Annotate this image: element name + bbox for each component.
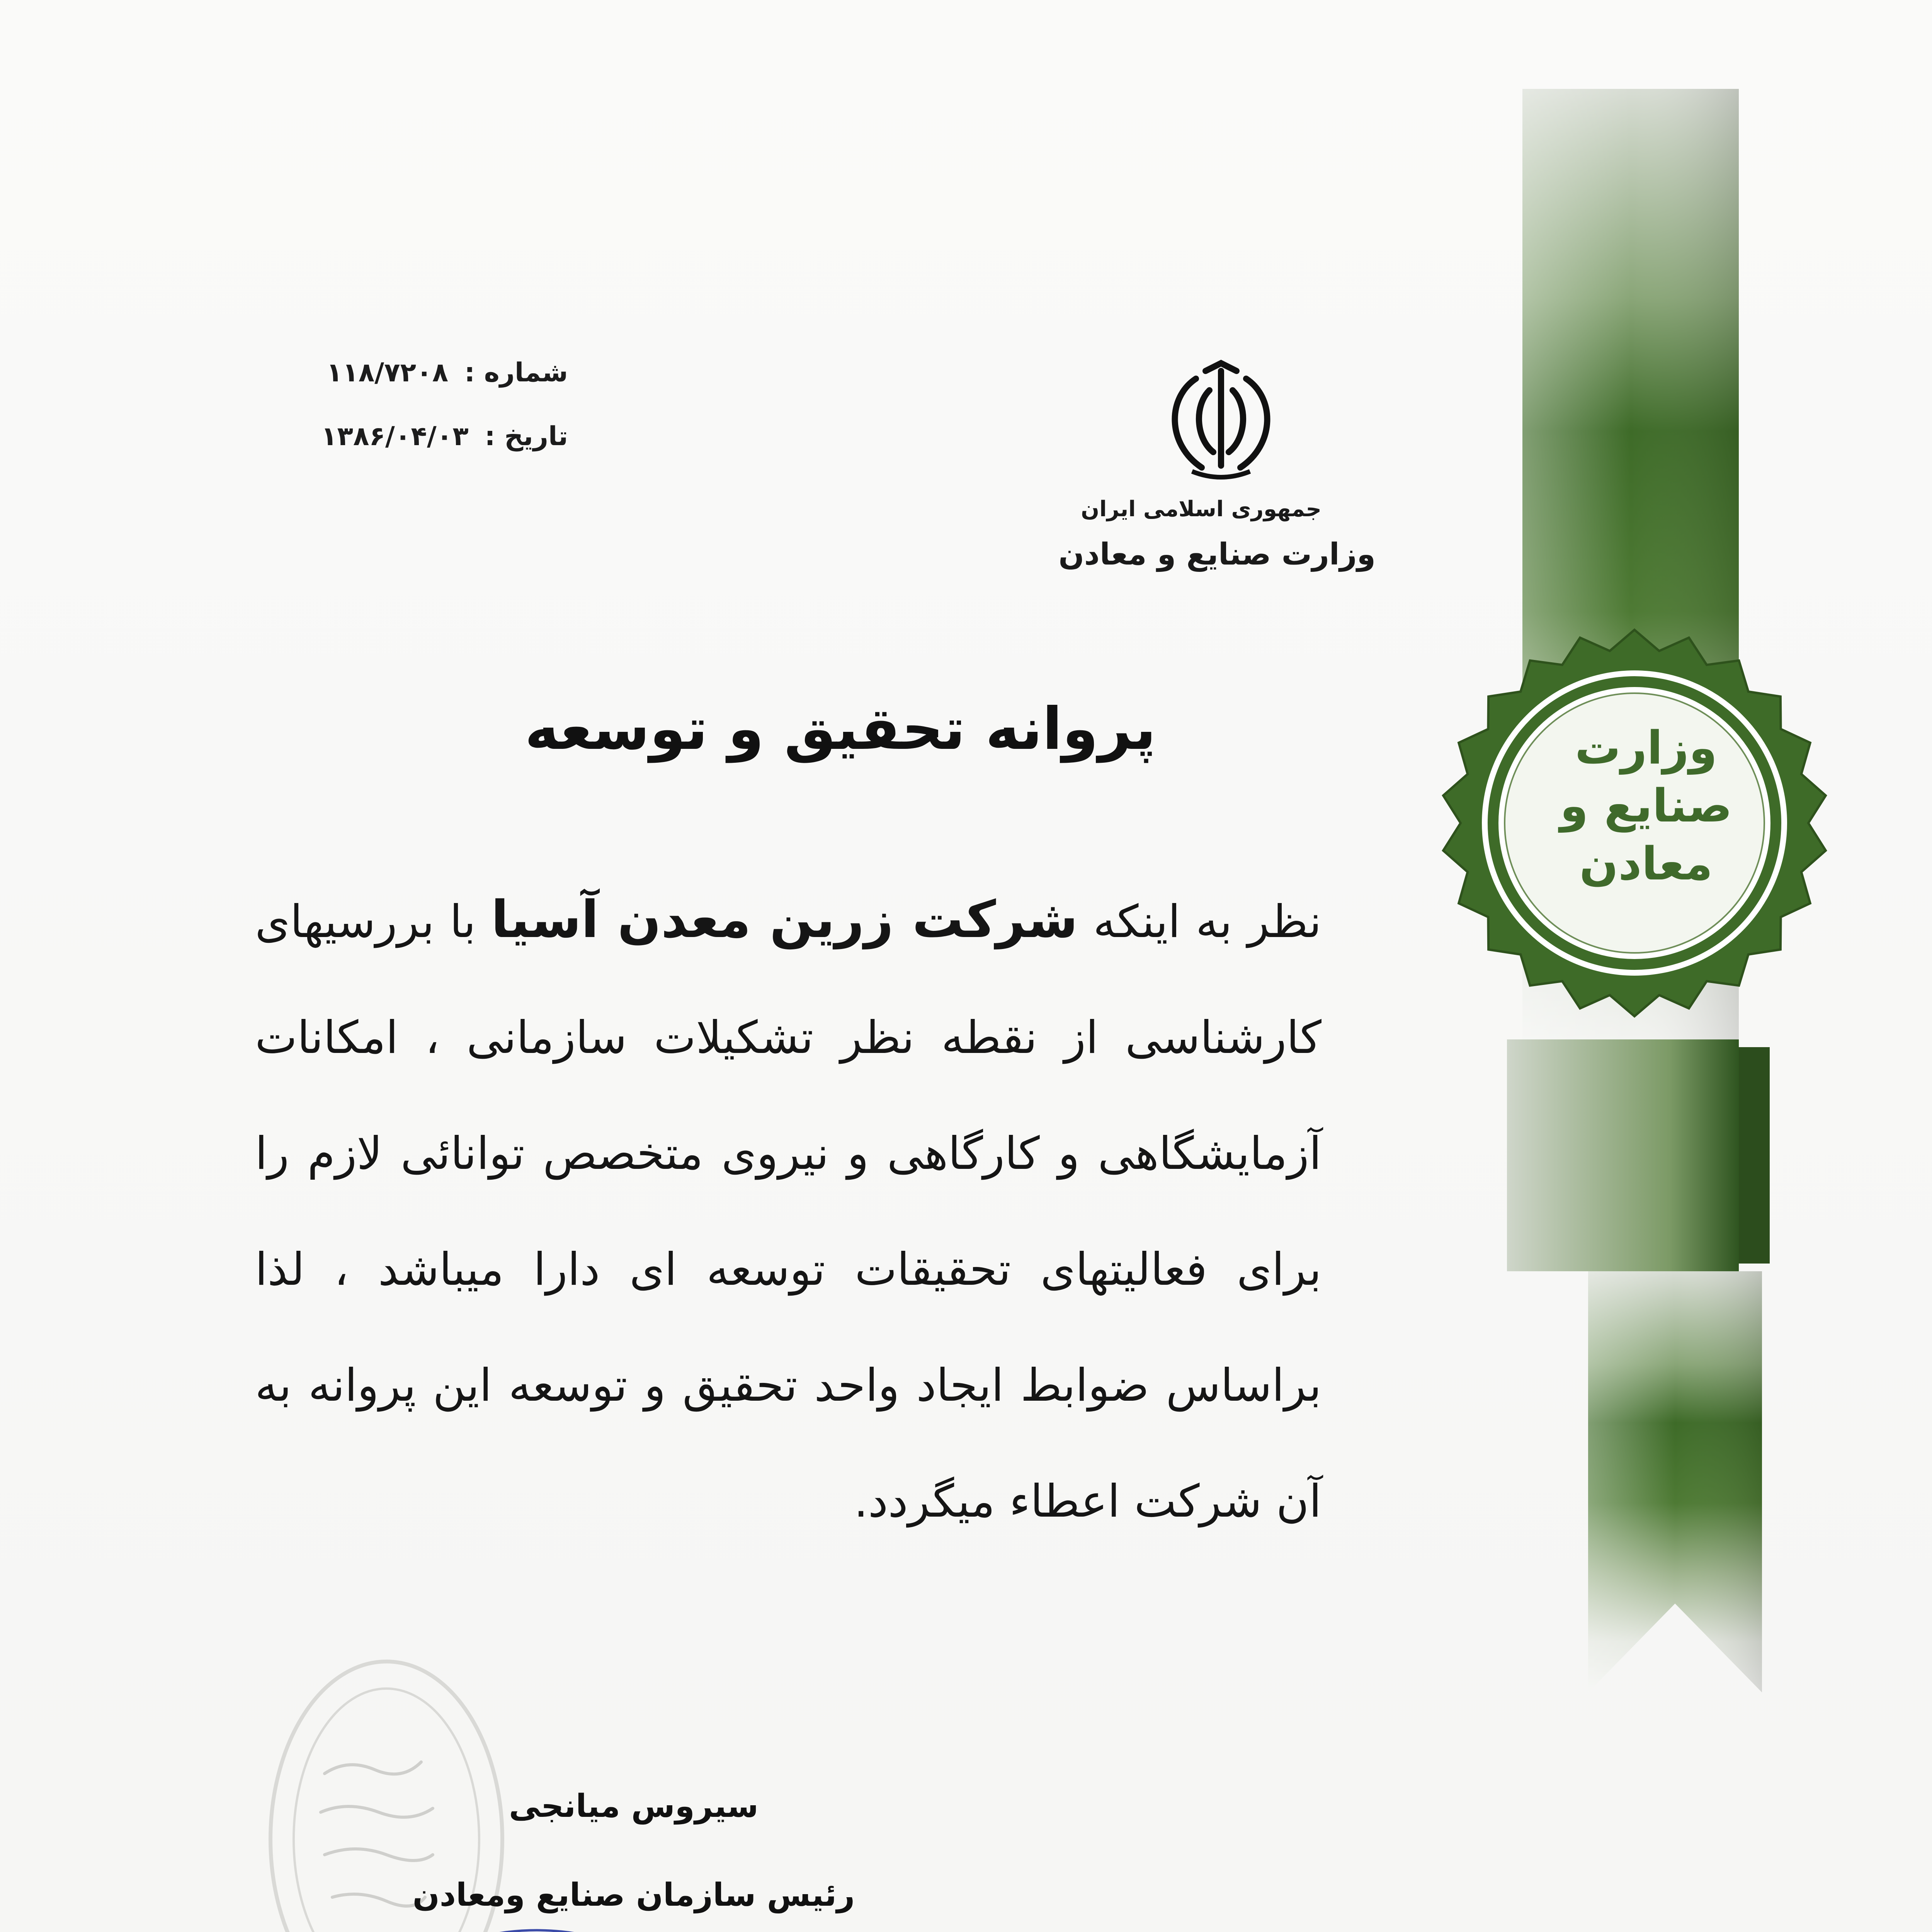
signatory-name: سیروس میانجی (509, 1788, 759, 1825)
body-intro: نظر به اینکه (1093, 896, 1322, 948)
signatory-block (363, 1762, 904, 1932)
signatory-position: رئیس سازمان صنایع ومعادن (412, 1877, 855, 1913)
body-text: با بررسیهای کارشناسی از نقطه نظر تشکیلات سازمانی ، امکانات آزمایشگاهی و کارگاهی و نیروی متخصص توانائی لازم را برای فعالیتهای تحقیقات توسعه ای دارا میباشد ، لذا براساس ضوابط ایجاد واحد تحقیق و توسعه این پروانه به آن شرکت اعطاء میگردد. (255, 896, 1321, 1527)
seal-line-2: صنایع و (1560, 779, 1732, 832)
ministry-name: وزارت صنایع و معادن (1058, 537, 1376, 572)
number-label: شماره : (464, 357, 568, 388)
seal-label (1499, 719, 1793, 893)
ribbon-decoration (1406, 89, 1878, 1712)
date-value: ۱۳۸۶/۰۴/۰۳ (321, 421, 469, 452)
letter-number (220, 357, 568, 388)
letter-date (220, 421, 568, 452)
number-value: ۱۱۸/۷۲۰۸ (326, 357, 449, 388)
country-name: جمهوری اسلامی ایران (1081, 497, 1321, 522)
document-title: پروانه تحقیق و توسعه (525, 696, 1156, 763)
body-paragraph (255, 862, 1321, 1560)
seal-line-1: وزارت (1575, 721, 1718, 774)
company-name: شرکت زرین معدن آسیا (491, 890, 1078, 949)
seal-line-3: معادن (1579, 837, 1713, 890)
iran-emblem-icon (1159, 355, 1283, 483)
date-label: تاریخ : (485, 421, 568, 452)
